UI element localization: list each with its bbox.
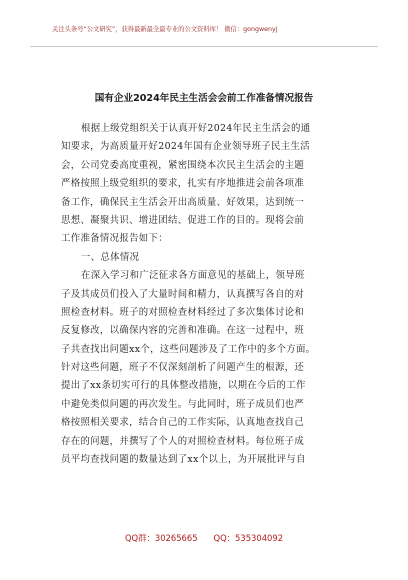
section-heading: 一、总体情况	[81, 251, 140, 263]
overview-paragraph	[61, 267, 351, 469]
paragraph-line: 照检查材料。班子的对照检查材料经过了多次集体讨论和	[61, 306, 305, 318]
paragraph-line: 严格按照上级党组织的要求，扎实有序地推进会前各项准	[61, 178, 305, 190]
document-title: 国有企业2024年民主生活会会前工作准备情况报告	[94, 93, 314, 104]
footer-contact: QQ群：30265665 QQ：535304092	[124, 533, 284, 543]
paragraph-line: 存在的问题，并撰写了个人的对照检查材料。每位班子成	[61, 435, 305, 447]
paragraph-line: 提出了xx条切实可行的具体整改措施，以期在今后的工作	[61, 380, 306, 392]
paragraph-line: 在深入学习和广泛征求各方面意见的基础上，领导班	[81, 270, 305, 282]
header-divider	[30, 46, 378, 47]
paragraph-line: 工作准备情况报告如下：	[61, 233, 168, 245]
paragraph-line: 中避免类似问题的再次发生。与此同时，班子成员们也严	[61, 398, 305, 410]
paragraph-line: 根据上级党组织关于认真开好2024年民主生活会的通	[81, 123, 311, 134]
paragraph-line: 会，公司党委高度重视，紧密围绕本次民主生活会的主题	[61, 159, 305, 171]
intro-paragraph	[61, 120, 351, 249]
paragraph-line: 反复修改，以确保内容的完善和准确。在这一过程中，班	[61, 325, 305, 337]
paragraph-line: 子共查找出问题xx个，这些问题涉及了工作中的多个方面。	[61, 343, 316, 355]
paragraph-line: 子及其成员们投入了大量时间和精力，认真撰写各自的对	[61, 288, 305, 300]
header-notice: 关注头条号“公文研究”，获得最新最全最专业的公文资料库！ 微信：gongwenyj	[52, 26, 278, 33]
paragraph-line: 员平均查找问题的数量达到了xx个以上，为开展批评与自	[61, 454, 306, 466]
paragraph-line: 格按照相关要求，结合自己的工作实际，认真地查找自己	[61, 417, 305, 429]
paragraph-line: 思想、凝聚共识、增进团结、促进工作的目的。现将会前	[61, 214, 305, 226]
paragraph-line: 知要求，为高质量开好2024年国有企业领导班子民主生活	[61, 141, 310, 153]
paragraph-line: 针对这些问题，班子不仅深刻剖析了问题产生的根源，还	[61, 362, 305, 374]
paragraph-line: 备工作，确保民主生活会开出高质量、好效果，达到统一	[61, 196, 305, 208]
document-body	[61, 120, 351, 469]
